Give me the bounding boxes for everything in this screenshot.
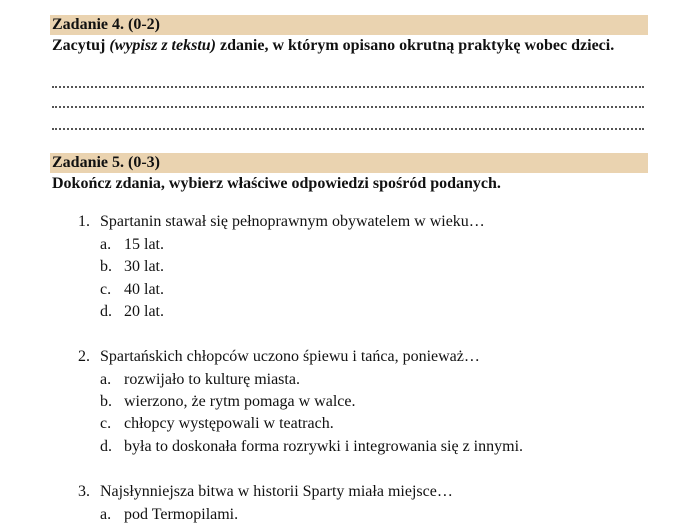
option-text: 20 lat. — [124, 303, 164, 320]
option-1a[interactable] — [100, 235, 164, 255]
option-text: pod Termopilami. — [124, 506, 239, 523]
instruction-italic-text: (wypisz z tekstu) — [109, 37, 216, 54]
option-letter: b. — [100, 258, 112, 275]
option-2a[interactable] — [100, 370, 300, 390]
task-4-header: Zadanie 4. (0-2) — [52, 16, 160, 33]
answer-line-2[interactable] — [52, 102, 644, 108]
instruction-text: Zacytuj — [52, 37, 110, 54]
option-letter: a. — [100, 506, 112, 523]
option-1c[interactable] — [100, 280, 164, 300]
option-letter: c. — [100, 415, 112, 432]
question-number: 2. — [78, 348, 90, 365]
answer-line-1[interactable] — [52, 82, 644, 88]
instruction-text: zdanie, w którym opisano okrutną praktykę wobec dzieci. — [216, 37, 615, 54]
task-5-instruction: Dokończ zdania, wybierz właściwe odpowiedzi spośród podanych. — [52, 175, 501, 192]
question-text: Najsłynniejsza bitwa w historii Sparty miała miejsce… — [100, 483, 453, 500]
question-2 — [78, 347, 480, 367]
question-number: 3. — [78, 483, 90, 500]
option-2b[interactable] — [100, 392, 355, 412]
option-letter: a. — [100, 371, 112, 388]
option-letter: c. — [100, 281, 112, 298]
option-text: 40 lat. — [124, 281, 164, 298]
answer-line-3[interactable] — [52, 124, 644, 130]
option-text: wierzono, że rytm pomaga w walce. — [124, 393, 356, 410]
option-3a[interactable] — [100, 505, 238, 525]
question-text: Spartanin stawał się pełnoprawnym obywatelem w wieku… — [100, 213, 485, 230]
option-text: rozwijało to kulturę miasta. — [124, 371, 300, 388]
option-text: 30 lat. — [124, 258, 164, 275]
option-2c[interactable] — [100, 414, 334, 434]
question-1 — [78, 212, 485, 232]
option-letter: b. — [100, 393, 112, 410]
question-3 — [78, 482, 453, 502]
question-text: Spartańskich chłopców uczono śpiewu i tańca, ponieważ… — [100, 348, 480, 365]
task-5-header: Zadanie 5. (0-3) — [52, 154, 160, 171]
option-text: 15 lat. — [124, 236, 164, 253]
option-text: była to doskonała forma rozrywki i integrowania się z innymi. — [124, 438, 524, 455]
option-letter: d. — [100, 303, 112, 320]
option-1d[interactable] — [100, 302, 164, 322]
option-text: chłopcy występowali w teatrach. — [124, 415, 334, 432]
question-number: 1. — [78, 213, 90, 230]
option-letter: d. — [100, 438, 112, 455]
option-2d[interactable] — [100, 437, 523, 457]
task-4-instruction — [52, 36, 614, 56]
option-letter: a. — [100, 236, 112, 253]
option-1b[interactable] — [100, 257, 164, 277]
